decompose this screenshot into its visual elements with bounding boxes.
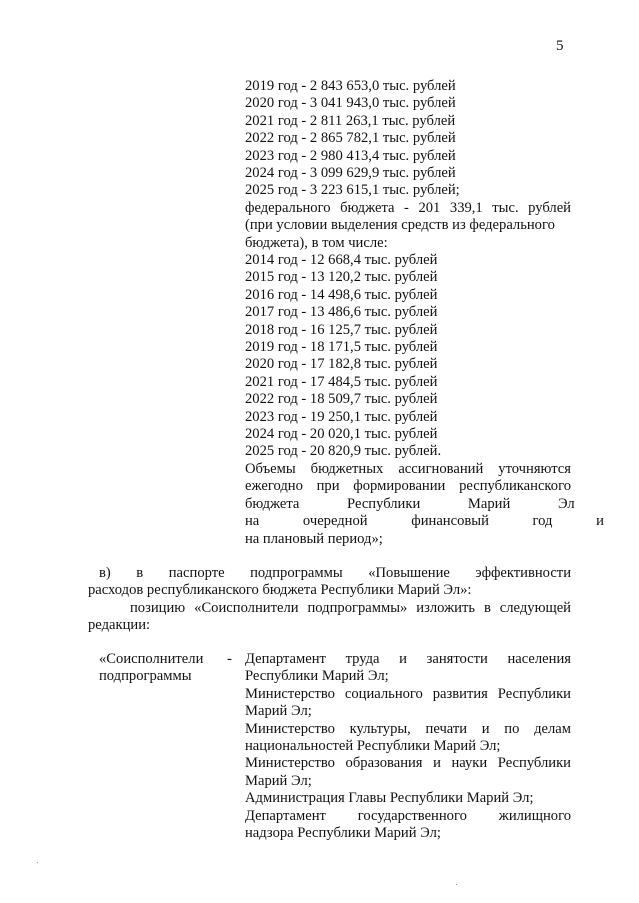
federal-intro-line: бюджета), в том числе: [245,234,388,251]
co-executors-label [99,651,232,686]
item-line: Министерство образования и науки Республики [245,755,571,772]
note-line: ежегодно при формировании республиканского [245,478,571,495]
subprogram-paragraph-line4: редакции: [88,617,151,633]
federal-budget-list [245,252,571,461]
budget-line: 2023 год - 19 250,1 тыс. рублей [245,408,438,425]
co-executors-list [245,651,571,842]
item-line: Департамент государственного жилищного [245,807,571,824]
list-item [245,790,571,807]
note-line: на очередной финансовый год и [245,513,604,530]
budget-line: 2025 год - 3 223 615,1 тыс. рублей; [245,182,460,199]
budget-line: 2020 год - 17 182,8 тыс. рублей [245,356,438,373]
list-item [245,755,571,790]
item-line: Министерство социального развития Республики [245,685,571,702]
budget-line: 2022 год - 2 865 782,1 тыс. рублей [245,130,456,147]
list-item [245,721,571,756]
subprogram-paragraph-line3: позицию «Соисполнители подпрограммы» изложить в следующей [130,600,571,616]
budget-line: 2019 год - 2 843 653,0 тыс. рублей [245,78,456,94]
label-line: подпрограммы [99,668,192,685]
item-line: национальностей Республики Марий Эл; [245,738,501,755]
republican-budget-list [245,78,571,200]
item-line: надзора Республики Марий Эл; [245,825,441,842]
item-line: Марий Эл; [245,772,312,789]
budget-line: 2025 год - 20 820,9 тыс. рублей. [245,443,442,460]
budget-line: 2021 год - 2 811 263,1 тыс. рублей [245,112,456,129]
subprogram-paragraph-line1: в) в паспорте подпрограммы «Повышение эффективности [99,565,571,581]
subprogram-paragraph-line2: расходов республиканского бюджета Республики Марий Эл»: [88,582,472,598]
budget-line: 2020 год - 3 041 943,0 тыс. рублей [245,95,456,112]
label-line: «Соисполнители - [99,651,232,667]
item-line: Республики Марий Эл; [245,668,389,685]
list-item [245,651,571,686]
allocation-note [245,461,604,548]
federal-intro-line: федерального бюджета - 201 339,1 тыс. рублей [245,200,571,216]
budget-line: 2022 год - 18 509,7 тыс. рублей [245,391,438,408]
scan-speck [456,884,457,885]
budget-line: 2017 год - 13 486,6 тыс. рублей [245,304,438,321]
budget-line: 2014 год - 12 668,4 тыс. рублей [245,252,438,268]
note-line: Объемы бюджетных ассигнований уточняются [245,461,571,477]
item-line: Департамент труда и занятости населения [245,651,571,667]
budget-line: 2015 год - 13 120,2 тыс. рублей [245,269,438,286]
list-item [245,686,571,721]
scan-speck [37,862,38,863]
item-line: Марий Эл; [245,703,312,720]
note-line: бюджета Республики Марий Эл [245,495,575,512]
budget-line: 2023 год - 2 980 413,4 тыс. рублей [245,147,456,164]
budget-line: 2019 год - 18 171,5 тыс. рублей [245,339,438,356]
federal-budget-intro [245,200,571,252]
budget-line: 2021 год - 17 484,5 тыс. рублей [245,373,438,390]
page-number: 5 [556,38,564,54]
budget-line: 2024 год - 3 099 629,9 тыс. рублей [245,165,456,182]
federal-intro-line: (при условии выделения средств из федерального [245,217,555,234]
note-line: на плановый период»; [245,530,383,547]
budget-line: 2024 год - 20 020,1 тыс. рублей [245,426,438,443]
list-item [245,808,571,843]
item-line: Министерство культуры, печати и по делам [245,720,571,737]
item-line: Администрация Главы Республики Марий Эл; [245,790,534,807]
budget-line: 2016 год - 14 498,6 тыс. рублей [245,286,438,303]
budget-line: 2018 год - 16 125,7 тыс. рублей [245,321,438,338]
